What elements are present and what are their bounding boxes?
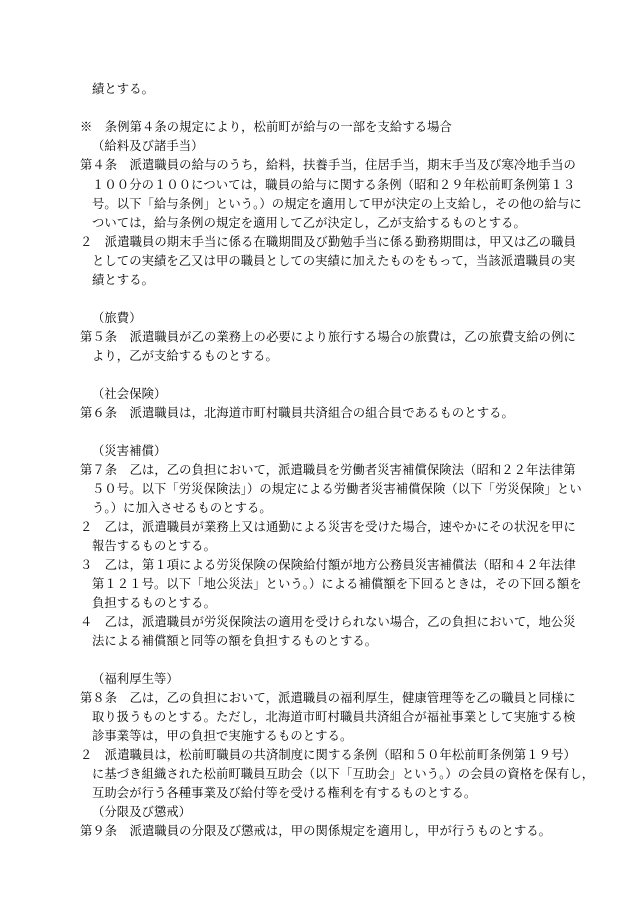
text-line: としての実績を乙又は甲の職員としての実績に加えたものをもって，当該派遣職員の実 [92, 254, 576, 268]
text-line: 第１２１号。以下「地公災法」という。）による補償額を下回るときは，その下回る額を [92, 577, 582, 591]
article-7: 第７条 乙は，乙の負担において，派遣職員を労働者災害補償保険法（昭和２２年法律第 [80, 463, 576, 477]
text-line: １００分の１００については，職員の給与に関する条例（昭和２９年松前町条例第１３ [92, 178, 576, 192]
text-line: う。）に加入させるものとする。 [92, 501, 272, 515]
article-7-paragraph-3: ３ 乙は，第１項による労災保険の保険給付額が地方公務員災害補償法（昭和４２年法律 [80, 558, 576, 572]
text-line: 負担するものとする。 [92, 596, 216, 610]
text-line: 績とする。 [92, 82, 154, 96]
text-line: 診事業等は，甲の負担で実施するものとする。 [92, 729, 353, 743]
section-note: ※ 条例第４条の規定により，松前町が給与の一部を支給する場合 [80, 120, 452, 134]
section-heading: （社会保険） [92, 387, 167, 401]
text-line: 績とする。 [92, 273, 154, 287]
section-heading: （給料及び諸手当） [92, 139, 204, 153]
article-5: 第５条 派遣職員が乙の業務上の必要により旅行する場合の旅費は，乙の旅費支給の例に [80, 330, 576, 344]
text-line: に基づき組織された松前町職員互助会（以下「互助会」という。）の会員の資格を保有し， [92, 767, 595, 781]
section-heading: （福利厚生等） [92, 672, 179, 686]
text-line: より，乙が支給するものとする。 [92, 349, 278, 363]
text-line: 取り扱うものとする。ただし，北海道市町村職員共済組合が福祉事業として実施する検 [92, 710, 576, 724]
article-9: 第９条 派遣職員の分限及び懲戒は，甲の関係規定を適用し，甲が行うものとする。 [80, 824, 552, 838]
article-6: 第６条 派遣職員は，北海道市町村職員共済組合の組合員であるものとする。 [80, 406, 514, 420]
section-heading: （分限及び懲戒） [92, 805, 192, 819]
article-7-paragraph-2: ２ 乙は，派遣職員が業務上又は通勤による災害を受けた場合，速やかにその状況を甲に [80, 520, 576, 534]
article-8-paragraph-2: ２ 派遣職員は，松前町職員の共済制度に関する条例（昭和５０年松前町条例第１９号） [80, 748, 576, 762]
article-8: 第８条 乙は，乙の負担において，派遣職員の福利厚生，健康管理等を乙の職員と同様に [80, 691, 576, 705]
article-4-paragraph-2: ２ 派遣職員の期末手当に係る在職期間及び勤勉手当に係る勤務期間は，甲又は乙の職員 [80, 235, 576, 249]
section-heading: （旅費） [92, 311, 142, 325]
section-heading: （災害補償） [92, 444, 167, 458]
text-line: ５０号。以下「労災保険法」）の規定による労働者災害補償保険（以下「労災保険」とい [92, 482, 582, 496]
article-4: 第４条 派遣職員の給与のうち，給料，扶養手当，住居手当，期末手当及び寒冷地手当の [80, 158, 576, 172]
article-7-paragraph-4: ４ 乙は，派遣職員が労災保険法の適用を受けられない場合，乙の負担において，地公災 [80, 615, 576, 629]
text-line: 号。以下「給与条例」という。）の規定を適用して甲が決定の上支給し，その他の給与に [92, 197, 582, 211]
text-line: 法による補償額と同等の額を負担するものとする。 [92, 634, 378, 648]
text-line: 報告するものとする。 [92, 539, 216, 553]
text-line: ついては，給与条例の規定を適用して乙が決定し，乙が支給するものとする。 [92, 216, 526, 230]
text-line: 互助会が行う各種事業及び給付等を受ける権利を有するものとする。 [92, 786, 477, 800]
